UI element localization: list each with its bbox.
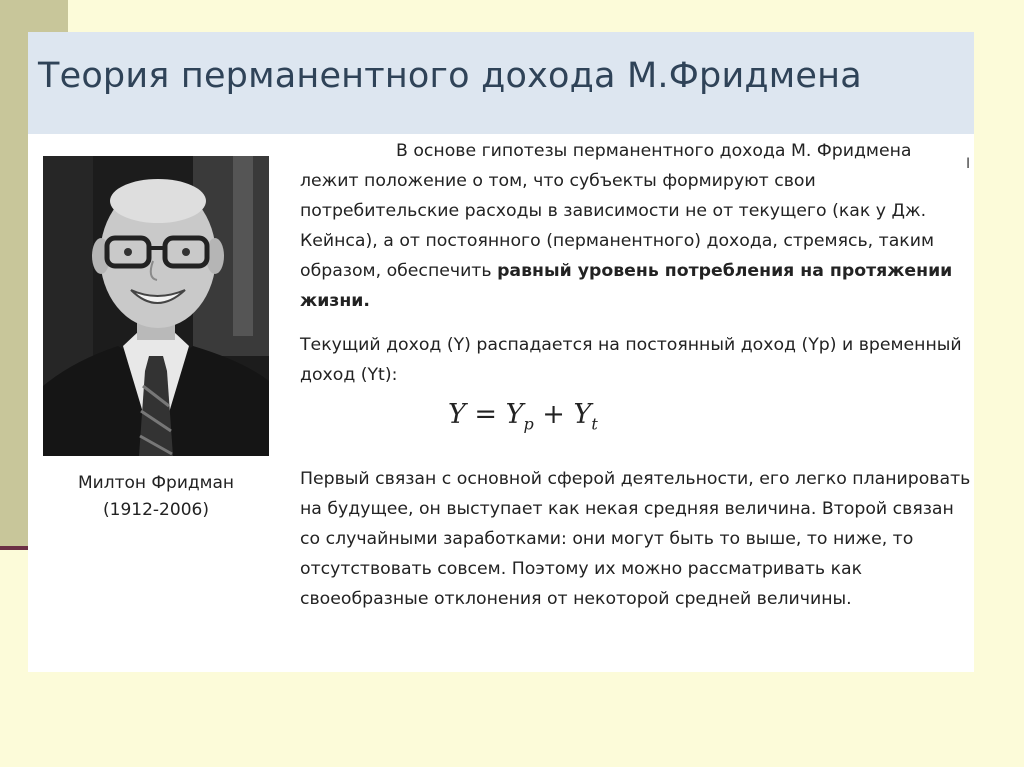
paragraph-hypothesis-emphasis: равный уровень потребления на протяжении жизни. (300, 261, 953, 311)
income-formula (300, 390, 972, 464)
formula-sub-1: p (523, 414, 534, 434)
slide-title: Теория перманентного дохода М.Фридмена (38, 56, 862, 96)
paragraph-explanation: Первый связан с основной сферой деятельности, его легко планировать на будущее, он выступает как некая средняя величина. Второй связан со случайными заработками: они могут быть то выше, то ниже, то отсутствовать совсем. Поэтому их можно рассматривать как своеобразные отклонения от некоторой средней величины. (300, 469, 971, 609)
paragraph-hypothesis-text: В основе гипотезы перманентного дохода М. Фридмена лежит положение о том, что субъекты формируют свои потребительские расходы в зависимости не от текущего (как у Дж. Кейнса), а от постоянного (перманентного) дохода, стремясь, таким образом, обеспечить (300, 141, 934, 281)
formula-sub-2: t (591, 414, 598, 434)
caption-name: Милтон Фридман (78, 473, 234, 493)
paragraph-income-split: Текущий доход (Y) распадается на постоянный доход (Yp) и временный доход (Yt): (300, 335, 962, 385)
decorative-left-band (0, 0, 30, 548)
portrait-photo (43, 156, 269, 456)
portrait-illustration (43, 156, 269, 456)
stray-tick-mark: I (966, 156, 971, 172)
formula-plus: + (533, 399, 574, 430)
formula-equals: = (465, 399, 506, 430)
formula-term-1: Y (505, 399, 524, 430)
slide (28, 32, 974, 672)
formula-lhs: Y (448, 399, 466, 430)
title-bar (28, 32, 974, 134)
portrait-caption (43, 470, 269, 524)
caption-years: (1912-2006) (103, 500, 209, 520)
formula-term-2: Y (573, 399, 592, 430)
slide-body (300, 136, 972, 614)
paragraph-hypothesis (300, 136, 972, 316)
decorative-left-rule (0, 546, 30, 550)
